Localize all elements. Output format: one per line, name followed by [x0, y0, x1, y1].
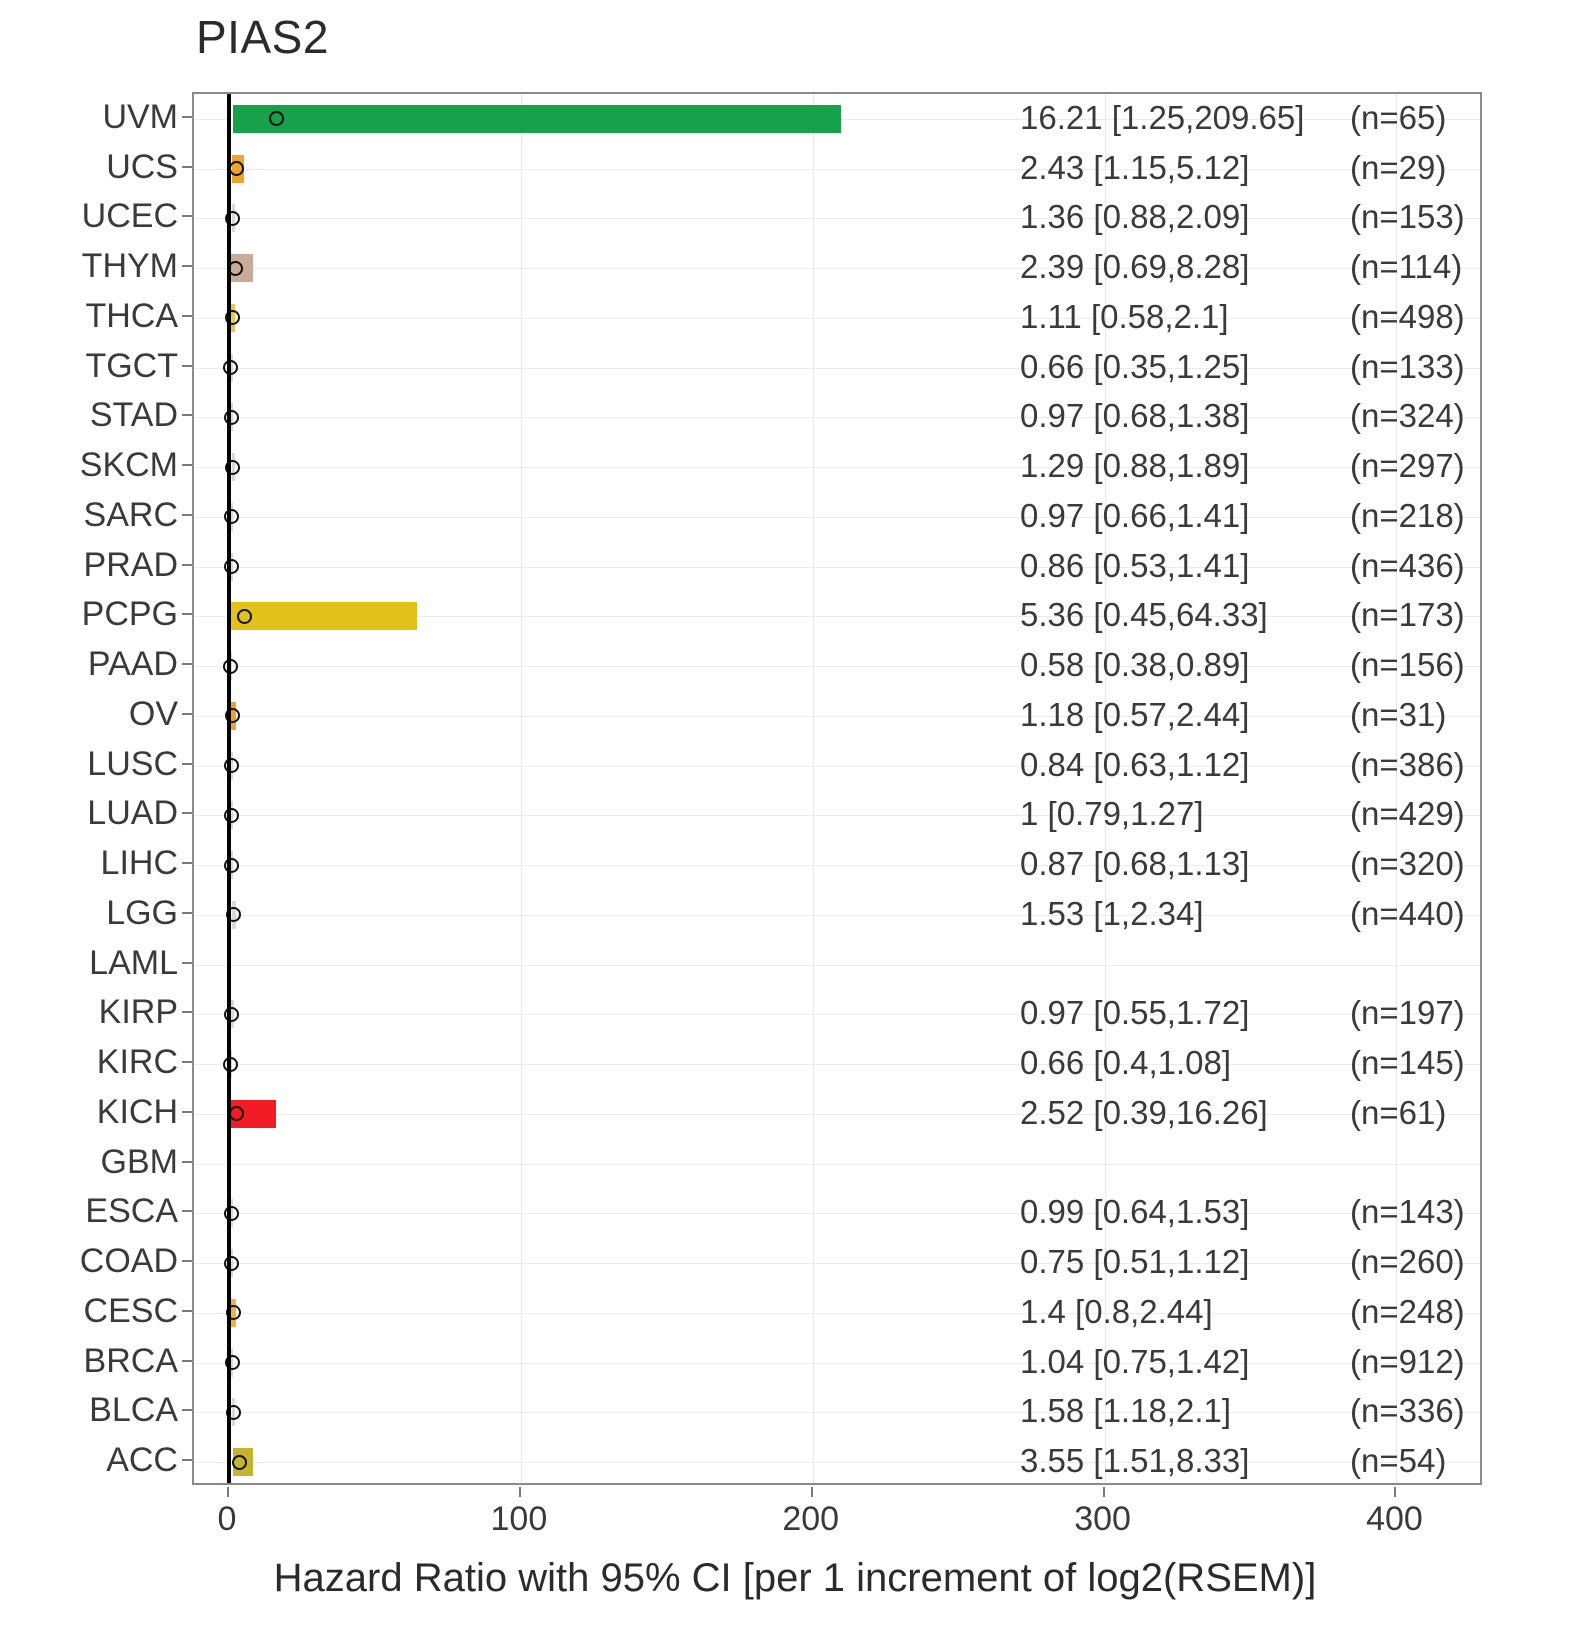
y-tick	[182, 414, 192, 416]
y-tick-label-sarc: SARC	[83, 495, 178, 534]
point-estimate-marker	[232, 1455, 247, 1470]
x-tick-label: 200	[782, 1500, 840, 1538]
y-tick	[182, 862, 192, 864]
y-tick	[182, 1459, 192, 1461]
gridline-horizontal	[194, 716, 1480, 717]
y-tick	[182, 812, 192, 814]
y-tick-label-esca: ESCA	[85, 1192, 178, 1231]
hazard-ratio-label: 0.87 [0.68,1.13]	[1020, 845, 1250, 883]
y-tick	[182, 763, 192, 765]
hazard-ratio-label: 0.58 [0.38,0.89]	[1020, 646, 1250, 684]
y-tick-label-gbm: GBM	[100, 1142, 178, 1181]
point-estimate-marker	[224, 1256, 239, 1271]
y-tick-label-skcm: SKCM	[79, 446, 178, 485]
sample-size-label: (n=143)	[1350, 1193, 1465, 1231]
sample-size-label: (n=297)	[1350, 447, 1465, 485]
y-tick-label-tgct: TGCT	[85, 346, 178, 385]
y-tick-label-kich: KICH	[96, 1092, 178, 1131]
sample-size-label: (n=336)	[1350, 1392, 1465, 1430]
hazard-ratio-label: 0.86 [0.53,1.41]	[1020, 546, 1250, 584]
y-tick-label-kirp: KIRP	[98, 993, 178, 1032]
x-tick-label: 100	[490, 1500, 548, 1538]
reference-line	[227, 94, 231, 1483]
sample-size-label: (n=248)	[1350, 1292, 1465, 1330]
hazard-ratio-label: 2.52 [0.39,16.26]	[1020, 1093, 1268, 1131]
gridline-horizontal	[194, 766, 1480, 767]
x-tick-label: 400	[1366, 1500, 1423, 1538]
x-tick-label: 0	[217, 1500, 237, 1538]
hazard-ratio-label: 16.21 [1.25,209.65]	[1020, 98, 1305, 136]
y-tick-label-thym: THYM	[81, 247, 178, 286]
y-tick	[182, 1161, 192, 1163]
y-tick-label-acc: ACC	[106, 1441, 178, 1480]
hazard-ratio-label: 0.66 [0.4,1.08]	[1020, 1044, 1232, 1082]
sample-size-label: (n=386)	[1350, 745, 1465, 783]
y-tick-label-ucec: UCEC	[81, 197, 178, 236]
y-tick-label-lgg: LGG	[106, 893, 178, 932]
hazard-ratio-label: 1 [0.79,1.27]	[1020, 795, 1204, 833]
sample-size-label: (n=197)	[1350, 994, 1465, 1032]
plot-panel	[192, 92, 1482, 1485]
gridline-horizontal	[194, 815, 1480, 816]
y-tick	[182, 265, 192, 267]
y-tick	[182, 713, 192, 715]
gridline-vertical	[813, 94, 814, 1483]
hazard-ratio-label: 1.58 [1.18,2.1]	[1020, 1392, 1232, 1430]
sample-size-label: (n=498)	[1350, 297, 1465, 335]
hazard-ratio-label: 1.04 [0.75,1.42]	[1020, 1342, 1250, 1380]
y-tick-label-uvm: UVM	[102, 97, 178, 136]
sample-size-label: (n=173)	[1350, 596, 1465, 634]
gridline-horizontal	[194, 1014, 1480, 1015]
y-tick-label-cesc: CESC	[83, 1291, 178, 1330]
hazard-ratio-label: 5.36 [0.45,64.33]	[1020, 596, 1268, 634]
gridline-horizontal	[194, 865, 1480, 866]
gridline-horizontal	[194, 666, 1480, 667]
y-tick	[182, 1210, 192, 1212]
sample-size-label: (n=320)	[1350, 845, 1465, 883]
gridline-horizontal	[194, 517, 1480, 518]
x-tick	[1103, 1487, 1105, 1497]
gridline-horizontal	[194, 915, 1480, 916]
sample-size-label: (n=31)	[1350, 695, 1447, 733]
sample-size-label: (n=218)	[1350, 496, 1465, 534]
y-tick	[182, 1409, 192, 1411]
y-tick	[182, 215, 192, 217]
y-tick-label-ucs: UCS	[106, 147, 178, 186]
hazard-ratio-label: 2.39 [0.69,8.28]	[1020, 248, 1250, 286]
confidence-interval-bar	[230, 602, 416, 630]
y-tick	[182, 464, 192, 466]
gridline-horizontal	[194, 1114, 1480, 1115]
hazard-ratio-label: 3.55 [1.51,8.33]	[1020, 1442, 1250, 1480]
hazard-ratio-label: 1.4 [0.8,2.44]	[1020, 1292, 1213, 1330]
y-tick	[182, 315, 192, 317]
sample-size-label: (n=436)	[1350, 546, 1465, 584]
sample-size-label: (n=153)	[1350, 198, 1465, 236]
y-tick	[182, 1360, 192, 1362]
gridline-horizontal	[194, 1064, 1480, 1065]
y-tick-label-brca: BRCA	[83, 1341, 178, 1380]
sample-size-label: (n=133)	[1350, 347, 1465, 385]
y-tick	[182, 1011, 192, 1013]
y-tick	[182, 1260, 192, 1262]
y-tick-label-lusc: LUSC	[87, 744, 178, 783]
gridline-horizontal	[194, 1213, 1480, 1214]
y-tick	[182, 166, 192, 168]
gridline-horizontal	[194, 1363, 1480, 1364]
confidence-interval-bar	[233, 105, 841, 133]
y-tick	[182, 564, 192, 566]
sample-size-label: (n=440)	[1350, 894, 1465, 932]
hazard-ratio-label: 0.97 [0.68,1.38]	[1020, 397, 1250, 435]
sample-size-label: (n=61)	[1350, 1093, 1447, 1131]
hazard-ratio-label: 2.43 [1.15,5.12]	[1020, 148, 1250, 186]
sample-size-label: (n=29)	[1350, 148, 1447, 186]
x-tick	[811, 1487, 813, 1497]
gridline-horizontal	[194, 965, 1480, 966]
y-tick-label-coad: COAD	[79, 1242, 178, 1281]
hazard-ratio-label: 0.75 [0.51,1.12]	[1020, 1243, 1250, 1281]
gridline-horizontal	[194, 1462, 1480, 1463]
y-tick	[182, 1310, 192, 1312]
gridline-horizontal	[194, 417, 1480, 418]
y-tick-label-ov: OV	[128, 694, 178, 733]
y-tick	[182, 365, 192, 367]
y-tick	[182, 1061, 192, 1063]
y-tick-label-blca: BLCA	[89, 1391, 178, 1430]
y-tick	[182, 116, 192, 118]
gridline-horizontal	[194, 567, 1480, 568]
y-tick-label-prad: PRAD	[83, 545, 178, 584]
page-title: PIAS2	[196, 11, 329, 63]
y-tick-label-laml: LAML	[89, 943, 178, 982]
y-tick-label-luad: LUAD	[87, 794, 178, 833]
y-tick	[182, 962, 192, 964]
hazard-ratio-label: 1.18 [0.57,2.44]	[1020, 695, 1250, 733]
hazard-ratio-label: 0.97 [0.55,1.72]	[1020, 994, 1250, 1032]
y-tick-label-kirc: KIRC	[96, 1043, 178, 1082]
gridline-horizontal	[194, 1412, 1480, 1413]
gridline-horizontal	[194, 268, 1480, 269]
sample-size-label: (n=429)	[1350, 795, 1465, 833]
sample-size-label: (n=65)	[1350, 98, 1447, 136]
gridline-horizontal	[194, 1164, 1480, 1165]
y-tick-label-lihc: LIHC	[100, 844, 178, 883]
y-tick	[182, 912, 192, 914]
x-tick-label: 300	[1074, 1500, 1131, 1538]
point-estimate-marker	[237, 609, 252, 624]
hazard-ratio-label: 0.66 [0.35,1.25]	[1020, 347, 1250, 385]
y-tick	[182, 1111, 192, 1113]
gridline-horizontal	[194, 218, 1480, 219]
y-tick	[182, 613, 192, 615]
sample-size-label: (n=912)	[1350, 1342, 1465, 1380]
x-axis-title: Hazard Ratio with 95% CI [per 1 increment of log2(RSEM)]	[273, 1556, 1317, 1600]
y-tick-label-paad: PAAD	[87, 645, 178, 684]
y-tick-label-stad: STAD	[89, 396, 178, 435]
gridline-horizontal	[194, 318, 1480, 319]
sample-size-label: (n=324)	[1350, 397, 1465, 435]
sample-size-label: (n=54)	[1350, 1442, 1447, 1480]
hazard-ratio-label: 1.36 [0.88,2.09]	[1020, 198, 1250, 236]
hazard-ratio-label: 0.84 [0.63,1.12]	[1020, 745, 1250, 783]
y-tick	[182, 663, 192, 665]
hazard-ratio-label: 1.11 [0.58,2.1]	[1020, 297, 1229, 335]
hazard-ratio-label: 0.99 [0.64,1.53]	[1020, 1193, 1250, 1231]
gridline-vertical	[521, 94, 522, 1483]
y-tick-label-thca: THCA	[85, 296, 178, 335]
sample-size-label: (n=145)	[1350, 1044, 1465, 1082]
gridline-horizontal	[194, 368, 1480, 369]
hazard-ratio-label: 0.97 [0.66,1.41]	[1020, 496, 1250, 534]
gridline-horizontal	[194, 169, 1480, 170]
sample-size-label: (n=156)	[1350, 646, 1465, 684]
hazard-ratio-label: 1.29 [0.88,1.89]	[1020, 447, 1250, 485]
x-tick	[519, 1487, 521, 1497]
y-tick-label-pcpg: PCPG	[81, 595, 178, 634]
sample-size-label: (n=114)	[1350, 248, 1463, 286]
hazard-ratio-label: 1.53 [1,2.34]	[1020, 894, 1204, 932]
gridline-horizontal	[194, 467, 1480, 468]
y-tick	[182, 514, 192, 516]
x-tick	[1394, 1487, 1396, 1497]
sample-size-label: (n=260)	[1350, 1243, 1465, 1281]
gridline-horizontal	[194, 1313, 1480, 1314]
gridline-horizontal	[194, 1263, 1480, 1264]
x-tick	[227, 1487, 229, 1497]
